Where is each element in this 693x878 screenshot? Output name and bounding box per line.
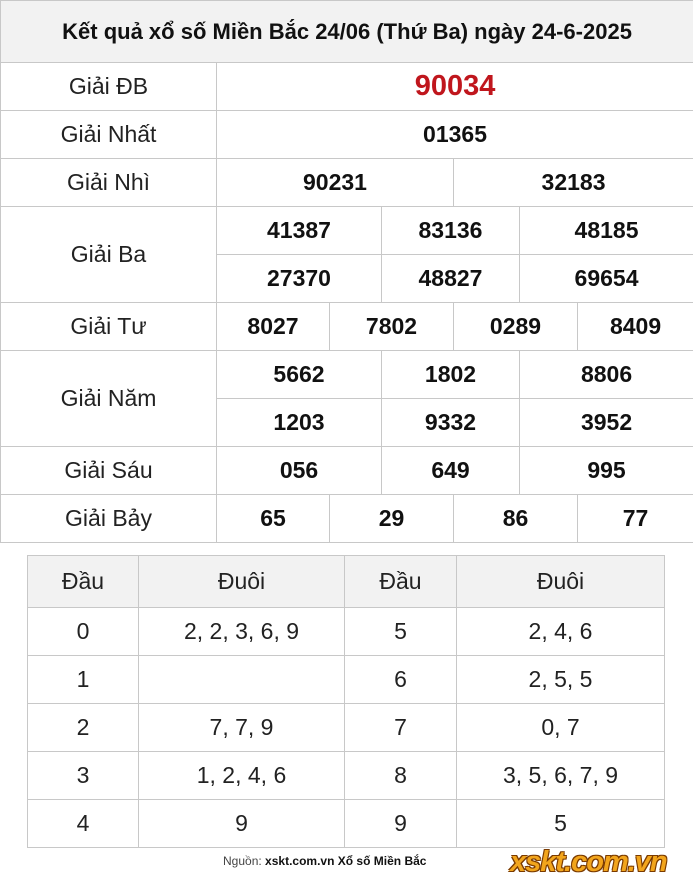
- prize-number: 1203: [217, 399, 382, 447]
- loto-duoi: 3, 5, 6, 7, 9: [457, 752, 665, 800]
- title-row: [1, 1, 693, 63]
- prize-number: 65: [217, 495, 330, 543]
- prize-number: 48827: [382, 255, 520, 303]
- prize-label-bay: Giải Bảy: [1, 495, 217, 543]
- prize-number: 83136: [382, 207, 520, 255]
- footer: [0, 848, 693, 878]
- loto-duoi: [139, 656, 345, 704]
- prize-number: 29: [330, 495, 454, 543]
- prize-row-bay: [1, 495, 693, 543]
- loto-dau: 4: [28, 800, 139, 848]
- special-prize-number: 90034: [217, 63, 693, 111]
- loto-row: [28, 656, 665, 704]
- prize-number: 5662: [217, 351, 382, 399]
- loto-header-duoi: Đuôi: [139, 556, 345, 608]
- prize-number: 90231: [217, 159, 454, 207]
- prize-number: 69654: [520, 255, 693, 303]
- prize-number: 0289: [454, 303, 578, 351]
- source-name: Xổ số Miền Bắc: [337, 854, 427, 868]
- prize-number: 649: [382, 447, 520, 495]
- loto-header-row: [28, 556, 665, 608]
- prize-label-sau: Giải Sáu: [1, 447, 217, 495]
- prize-number: 8409: [578, 303, 693, 351]
- prize-label-ba: Giải Ba: [1, 207, 217, 303]
- source-label: Nguồn:: [223, 854, 262, 868]
- loto-duoi: 0, 7: [457, 704, 665, 752]
- prize-number: 32183: [454, 159, 693, 207]
- prize-number: 01365: [217, 111, 693, 159]
- prize-number: 48185: [520, 207, 693, 255]
- prize-row-nhat: [1, 111, 693, 159]
- prize-number: 86: [454, 495, 578, 543]
- site-logo[interactable]: xskt.com.vn: [510, 846, 667, 878]
- loto-duoi: 2, 5, 5: [457, 656, 665, 704]
- prize-label-tu: Giải Tư: [1, 303, 217, 351]
- prize-row-nhi: [1, 159, 693, 207]
- loto-header-dau: Đầu: [28, 556, 139, 608]
- loto-table: [27, 555, 665, 848]
- loto-duoi: 5: [457, 800, 665, 848]
- prize-row-sau: [1, 447, 693, 495]
- loto-dau: 2: [28, 704, 139, 752]
- loto-row: [28, 704, 665, 752]
- prize-number: 7802: [330, 303, 454, 351]
- loto-dau: 6: [345, 656, 457, 704]
- loto-dau: 8: [345, 752, 457, 800]
- prize-row-nam-1: [1, 351, 693, 399]
- loto-dau: 5: [345, 608, 457, 656]
- source-site-link[interactable]: xskt.com.vn: [265, 854, 335, 868]
- prize-number: 9332: [382, 399, 520, 447]
- loto-duoi: 7, 7, 9: [139, 704, 345, 752]
- prize-number: 41387: [217, 207, 382, 255]
- prize-number: 3952: [520, 399, 693, 447]
- loto-dau: 1: [28, 656, 139, 704]
- prize-number: 27370: [217, 255, 382, 303]
- prize-label-nhi: Giải Nhì: [1, 159, 217, 207]
- loto-row: [28, 752, 665, 800]
- prize-number: 1802: [382, 351, 520, 399]
- prize-number: 056: [217, 447, 382, 495]
- loto-duoi: 2, 4, 6: [457, 608, 665, 656]
- loto-header-dau: Đầu: [345, 556, 457, 608]
- loto-row: [28, 800, 665, 848]
- prize-number: 995: [520, 447, 693, 495]
- prize-number: 8027: [217, 303, 330, 351]
- prize-row-tu: [1, 303, 693, 351]
- prize-row-ba-1: [1, 207, 693, 255]
- loto-dau: 3: [28, 752, 139, 800]
- loto-duoi: 9: [139, 800, 345, 848]
- page-title: Kết quả xổ số Miền Bắc 24/06 (Thứ Ba) ngày 24-6-2025: [1, 1, 693, 63]
- prize-label-db: Giải ĐB: [1, 63, 217, 111]
- prize-label-nhat: Giải Nhất: [1, 111, 217, 159]
- loto-row: [28, 608, 665, 656]
- prize-label-nam: Giải Năm: [1, 351, 217, 447]
- loto-dau: 0: [28, 608, 139, 656]
- loto-duoi: 2, 2, 3, 6, 9: [139, 608, 345, 656]
- loto-header-duoi: Đuôi: [457, 556, 665, 608]
- loto-dau: 9: [345, 800, 457, 848]
- prize-number: 8806: [520, 351, 693, 399]
- source-credit: [223, 854, 426, 868]
- loto-duoi: 1, 2, 4, 6: [139, 752, 345, 800]
- prize-row-db: [1, 63, 693, 111]
- loto-dau: 7: [345, 704, 457, 752]
- prize-number: 77: [578, 495, 693, 543]
